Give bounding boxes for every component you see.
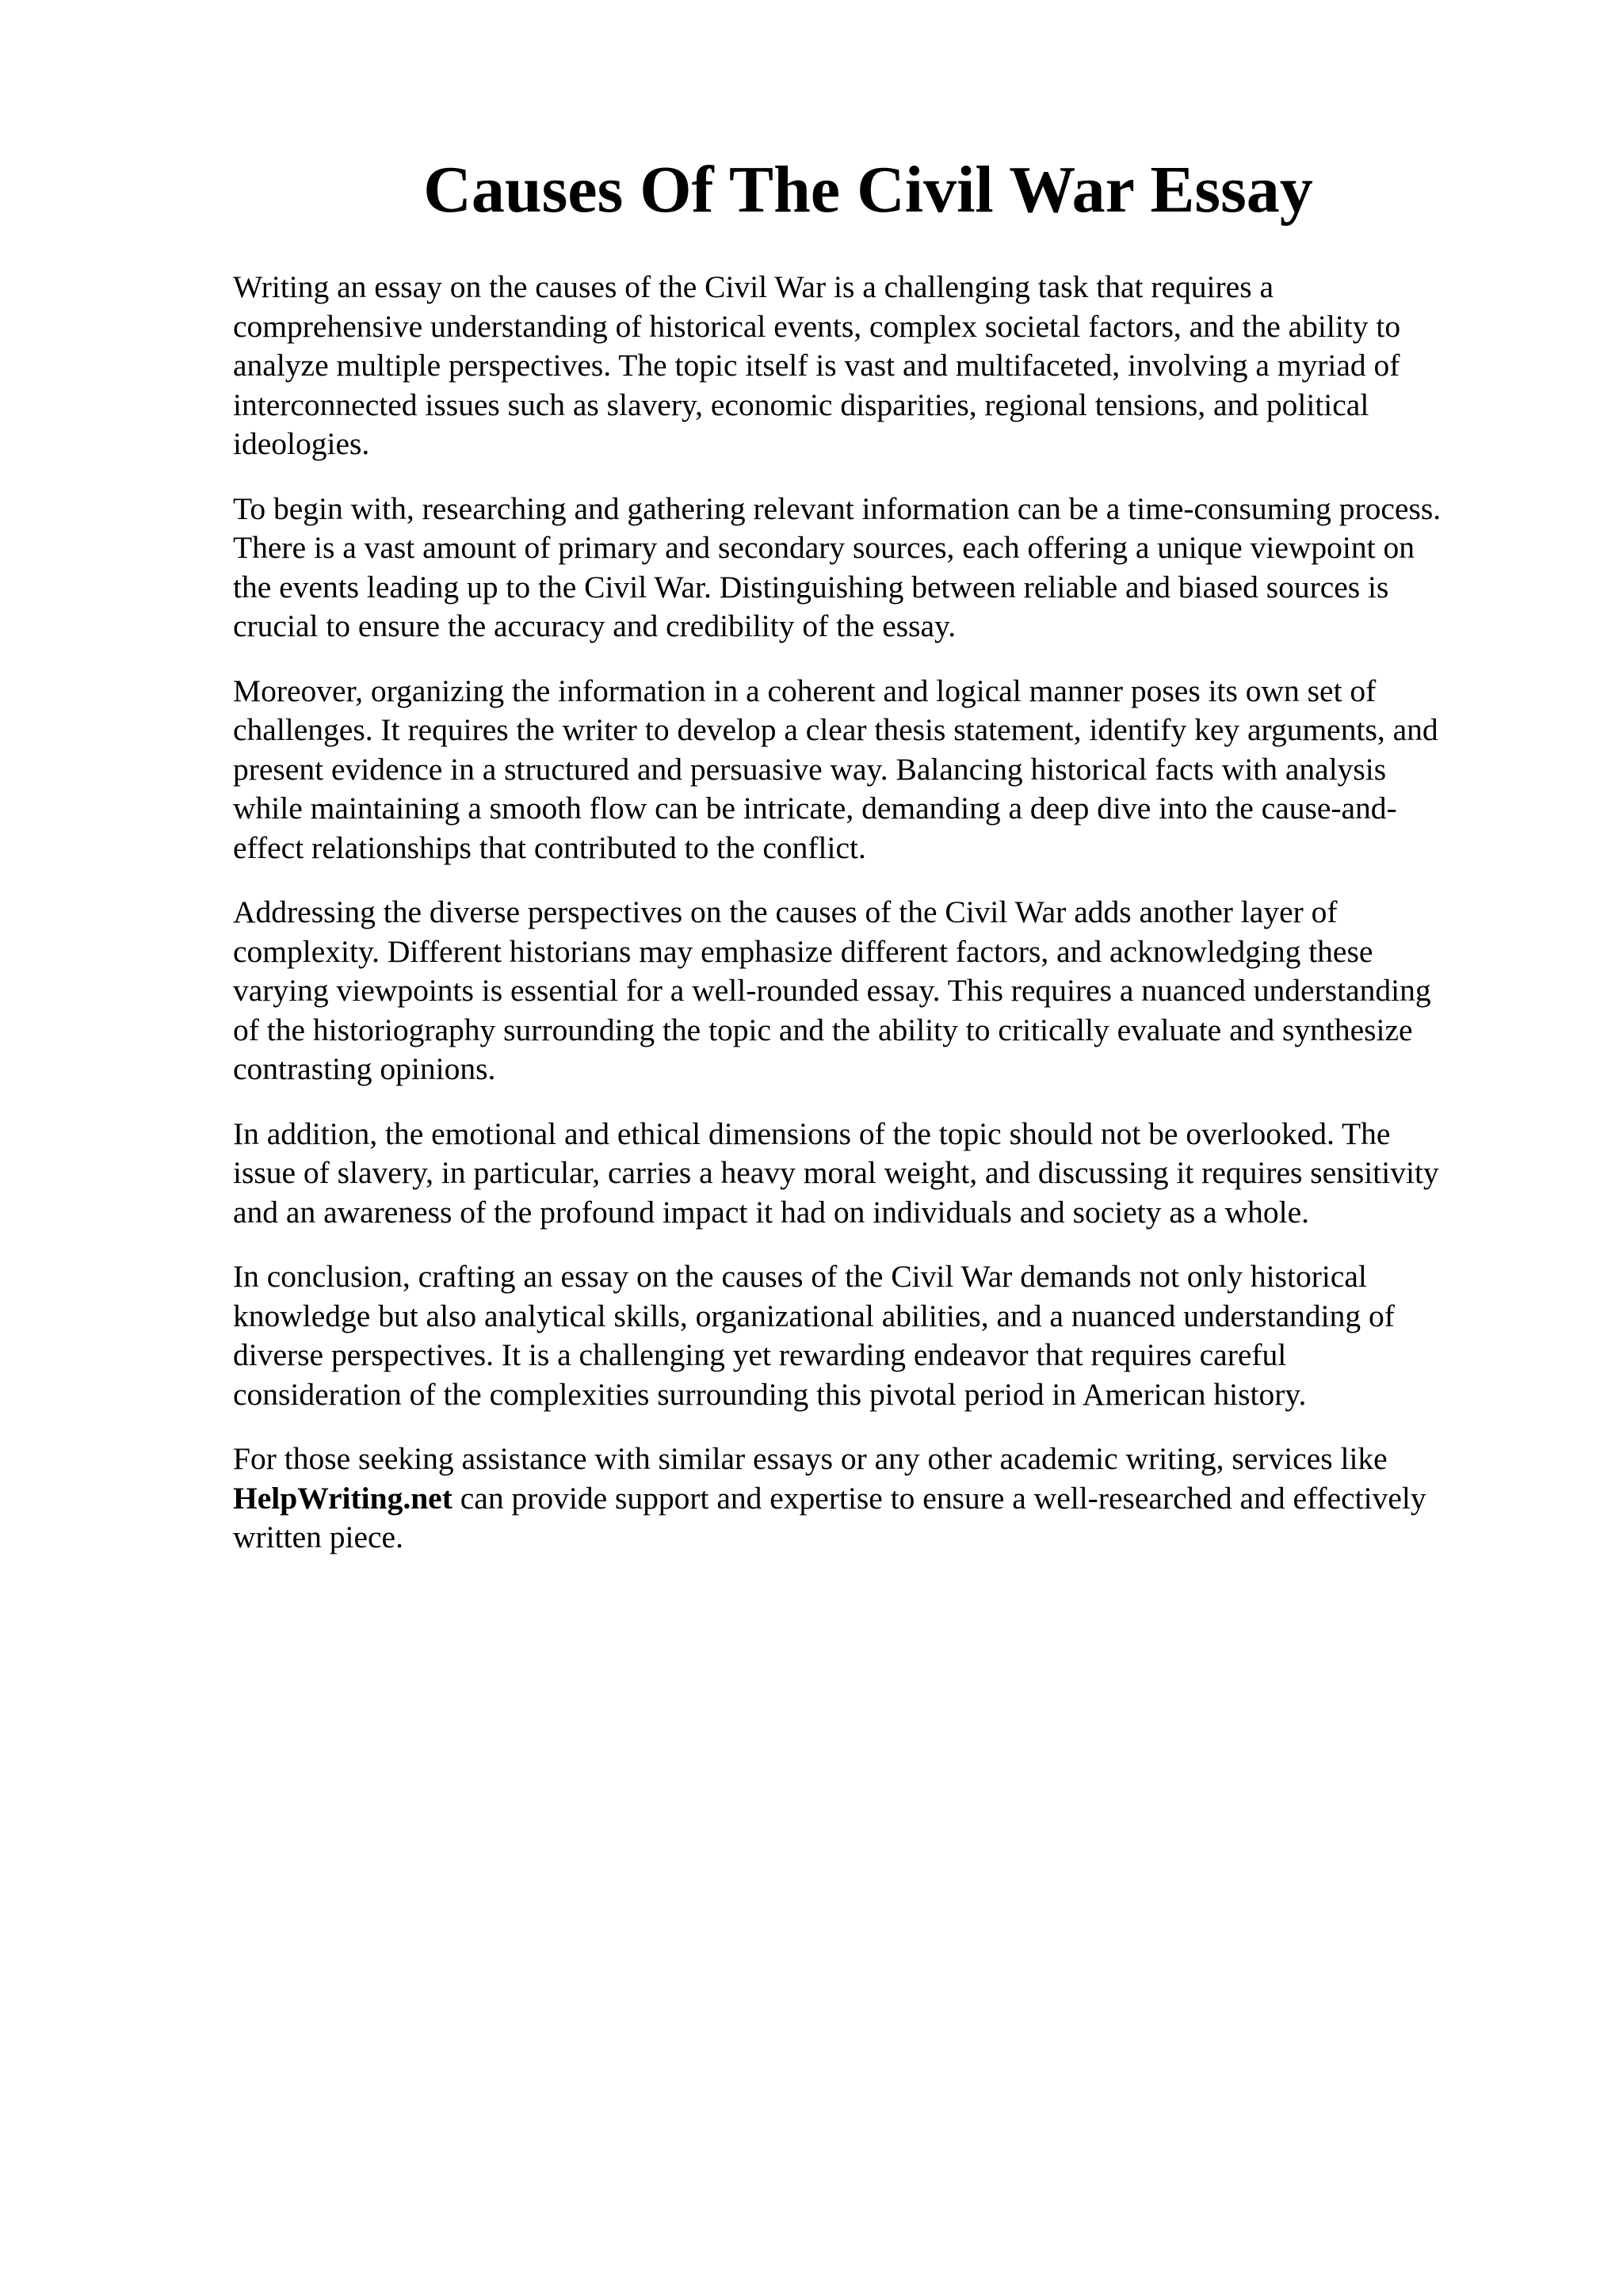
- paragraph-1: [233, 268, 1517, 464]
- text-line: interconnected issues such as slavery, economic disparities, regional tensions, and political: [233, 387, 1369, 422]
- text-line: varying viewpoints is essential for a well-rounded essay. This requires a nuanced understanding: [233, 973, 1431, 1008]
- text-line: knowledge but also analytical skills, organizational abilities, and a nuanced understanding of: [233, 1298, 1395, 1333]
- text-line: while maintaining a smooth flow can be intricate, demanding a deep dive into the cause-and-: [233, 791, 1397, 826]
- text-line: written piece.: [233, 1520, 403, 1554]
- text-segment: can provide support and expertise to ensure a well-researched and effectively: [452, 1480, 1426, 1516]
- text-line: In conclusion, crafting an essay on the causes of the Civil War demands not only historical: [233, 1259, 1367, 1294]
- paragraph-3: [233, 672, 1517, 868]
- text-line: ideologies.: [233, 426, 370, 461]
- text-line: Moreover, organizing the information in a coherent and logical manner poses its own set of: [233, 673, 1377, 708]
- text-line: Writing an essay on the causes of the Civil War is a challenging task that requires a: [233, 269, 1274, 304]
- text-line: [233, 1479, 1517, 1519]
- paragraph-closing: [233, 1440, 1517, 1558]
- text-line: of the historiography surrounding the topic and the ability to critically evaluate and synthesize: [233, 1012, 1413, 1047]
- text-line: crucial to ensure the accuracy and credibility of the essay.: [233, 608, 957, 643]
- text-line: Addressing the diverse perspectives on the causes of the Civil War adds another layer of: [233, 894, 1338, 929]
- text-line: There is a vast amount of primary and secondary sources, each offering a unique viewpoint on: [233, 530, 1415, 565]
- text-line: consideration of the complexities surrounding this pivotal period in American history.: [233, 1376, 1307, 1412]
- paragraph-6: [233, 1257, 1517, 1414]
- text-line: complexity. Different historians may emphasize different factors, and acknowledging these: [233, 933, 1373, 969]
- text-line: challenges. It requires the writer to develop a clear thesis statement, identify key arguments, and: [233, 712, 1438, 747]
- text-line: In addition, the emotional and ethical dimensions of the topic should not be overlooked. The: [233, 1116, 1391, 1151]
- paragraph-4: [233, 893, 1517, 1089]
- text-line: comprehensive understanding of historical events, complex societal factors, and the ability to: [233, 308, 1401, 344]
- text-line: analyze multiple perspectives. The topic itself is vast and multifaceted, involving a myriad of: [233, 348, 1400, 383]
- text-line: For those seeking assistance with similar essays or any other academic writing, services like: [233, 1441, 1388, 1476]
- paragraph-5: [233, 1115, 1517, 1233]
- text-line: contrasting opinions.: [233, 1051, 496, 1086]
- text-line: issue of slavery, in particular, carries a heavy moral weight, and discussing it requires sensitivity: [233, 1155, 1439, 1190]
- text-line: the events leading up to the Civil War. Distinguishing between reliable and biased sources is: [233, 569, 1389, 605]
- paragraph-2: [233, 490, 1517, 646]
- brand-name: HelpWriting.net: [233, 1480, 453, 1516]
- document-body: [233, 268, 1517, 1583]
- text-line: and an awareness of the profound impact it had on individuals and society as a whole.: [233, 1194, 1309, 1230]
- text-line: effect relationships that contributed to the conflict.: [233, 830, 866, 865]
- text-line: To begin with, researching and gathering relevant information can be a time-consuming process.: [233, 490, 1442, 526]
- text-line: diverse perspectives. It is a challenging yet rewarding endeavor that requires careful: [233, 1337, 1287, 1372]
- document-title: Causes Of The Civil War Essay: [423, 153, 1313, 227]
- text-line: present evidence in a structured and persuasive way. Balancing historical facts with analysis: [233, 751, 1387, 787]
